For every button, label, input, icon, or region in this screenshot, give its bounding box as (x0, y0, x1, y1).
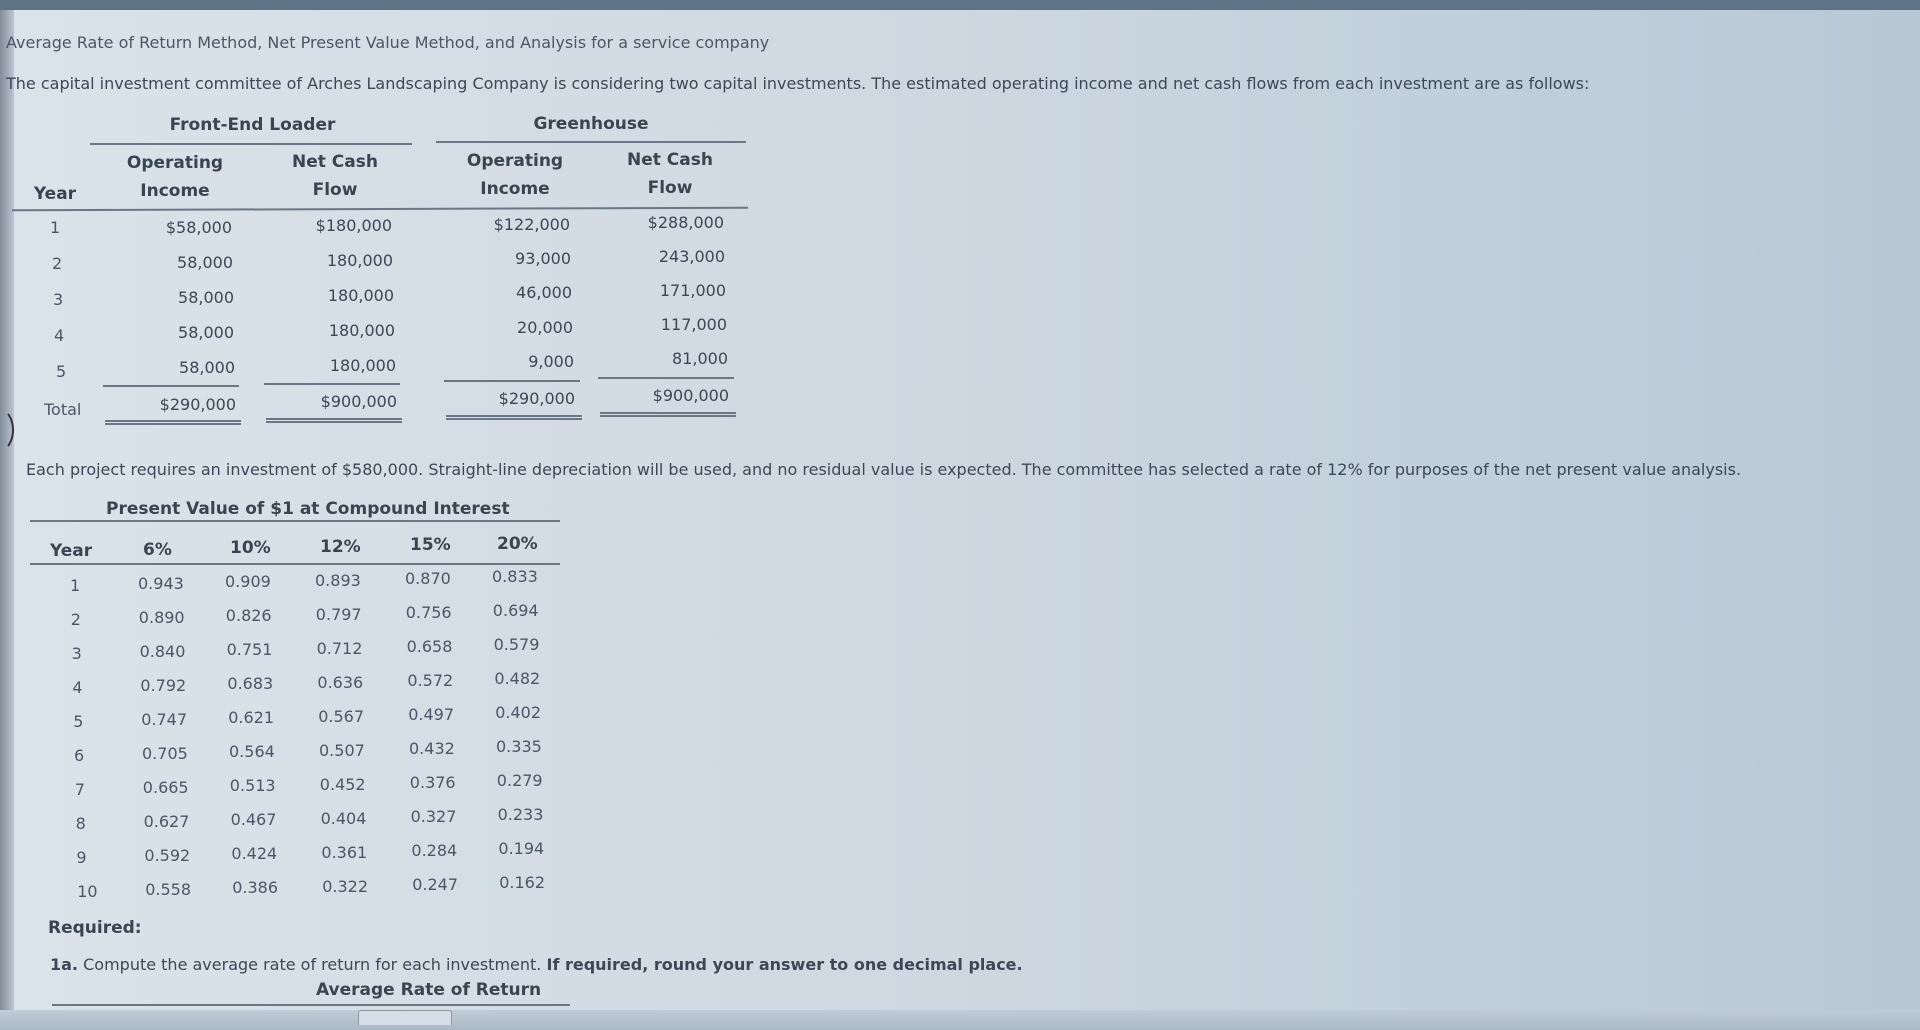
value-cell: 180,000 (329, 356, 396, 375)
header-rule (12, 207, 748, 212)
pv-factor-cell: 0.579 (493, 635, 540, 654)
pv-factor-cell: 0.909 (225, 572, 271, 592)
pv-factor-cell: 0.797 (315, 604, 362, 624)
total-double-rule (446, 415, 582, 420)
pv-year-cell: 1 (70, 576, 81, 595)
pv-year-cell: 3 (71, 644, 82, 663)
pv-header-rate: 12% (320, 536, 361, 557)
pv-title-rule (30, 520, 560, 522)
pv-factor-cell: 0.452 (319, 774, 366, 794)
pv-year-cell: 9 (76, 848, 87, 867)
pv-factor-cell: 0.826 (225, 606, 272, 626)
total-cell: $290,000 (159, 395, 236, 414)
pv-factor-cell: 0.943 (138, 574, 184, 594)
pv-factor-cell: 0.247 (412, 874, 458, 894)
pv-header-rate: 6% (143, 539, 172, 560)
pv-year-cell: 4 (72, 678, 83, 697)
pv-factor-cell: 0.567 (318, 706, 364, 726)
pv-factor-cell: 0.627 (143, 812, 190, 832)
pv-factor-cell: 0.507 (319, 740, 365, 760)
answer-header-rule (52, 1004, 570, 1006)
answer-table-header: Average Rate of Return (316, 980, 542, 1000)
pv-factor-cell: 0.402 (495, 703, 541, 722)
answer-input[interactable] (358, 1010, 452, 1025)
pv-factor-cell: 0.756 (405, 602, 452, 622)
value-cell: 180,000 (328, 321, 395, 340)
pv-factor-cell: 0.893 (315, 570, 361, 590)
value-cell: 171,000 (659, 281, 726, 300)
pv-year-cell: 6 (74, 746, 85, 765)
pv-year-cell: 8 (75, 814, 86, 833)
pv-factor-cell: 0.747 (141, 710, 187, 730)
value-cell: 9,000 (528, 352, 574, 371)
pv-factor-cell: 0.890 (138, 608, 185, 628)
total-double-rule (266, 418, 402, 423)
screen-bottom-edge (0, 1010, 1920, 1030)
value-cell: $180,000 (315, 216, 392, 235)
col-header-net-cash-flow: Net Cash Flow (627, 150, 713, 198)
year-cell: 1 (50, 218, 61, 237)
year-cell: 5 (56, 362, 67, 381)
pv-factor-cell: 0.621 (228, 708, 274, 728)
pv-factor-cell: 0.833 (492, 567, 538, 586)
total-cell: $900,000 (652, 386, 729, 405)
pv-factor-cell: 0.424 (231, 844, 278, 864)
sum-rule (264, 383, 400, 385)
required-heading: Required: (48, 918, 142, 938)
value-cell: $58,000 (165, 218, 232, 237)
col-header-operating-income: Operating Income (466, 151, 564, 199)
value-cell: 117,000 (660, 315, 727, 334)
value-cell: 58,000 (178, 288, 234, 307)
pv-factor-cell: 0.327 (410, 806, 457, 826)
pv-factor-cell: 0.564 (229, 742, 275, 762)
pv-factor-cell: 0.497 (408, 704, 454, 724)
group-underline (436, 141, 746, 143)
total-label: Total (44, 400, 82, 419)
pv-factor-cell: 0.658 (406, 636, 453, 656)
problem-intro: The capital investment committee of Arches Landscaping Company is considering two capital investments. The estimated operating income and net cash flows from each investment are as follows: (6, 74, 1590, 93)
year-cell: 2 (52, 254, 63, 273)
pv-factor-cell: 0.322 (322, 876, 368, 896)
pv-factor-cell: 0.558 (145, 880, 191, 900)
pv-table-title: Present Value of $1 at Compound Interest (106, 499, 510, 519)
pv-factor-cell: 0.162 (499, 873, 545, 892)
pv-factor-cell: 0.233 (497, 805, 544, 824)
top-bar (0, 0, 1920, 10)
col-header-operating-income: Operating Income (126, 153, 224, 201)
group-underline (90, 143, 412, 145)
sum-rule (103, 385, 239, 387)
group-header-loader: Front-End Loader (169, 115, 336, 135)
value-cell: 81,000 (672, 349, 728, 368)
pv-year-cell: 5 (73, 712, 84, 731)
pv-header-rate: 20% (497, 533, 538, 554)
pv-factor-cell: 0.432 (409, 738, 455, 758)
pv-factor-cell: 0.284 (411, 840, 458, 860)
problem-title: Average Rate of Return Method, Net Present Value Method, and Analysis for a service company (6, 33, 770, 52)
sum-rule (598, 377, 734, 379)
pv-factor-cell: 0.683 (227, 674, 274, 694)
pv-factor-cell: 0.335 (496, 737, 542, 756)
total-double-rule (600, 412, 736, 417)
screen-edge (0, 10, 14, 1030)
pv-factor-cell: 0.792 (140, 676, 187, 696)
pv-factor-cell: 0.694 (492, 601, 539, 620)
pv-factor-cell: 0.482 (494, 669, 541, 688)
pv-factor-cell: 0.361 (321, 842, 368, 862)
pv-year-cell: 2 (70, 610, 81, 629)
total-cell: $290,000 (498, 389, 575, 408)
value-cell: 180,000 (327, 286, 394, 305)
pv-factor-cell: 0.705 (142, 744, 188, 764)
pv-factor-cell: 0.870 (405, 568, 451, 588)
group-header-greenhouse: Greenhouse (533, 114, 649, 134)
value-cell: 243,000 (658, 247, 725, 266)
investment-note: Each project requires an investment of $580,000. Straight-line depreciation will be used, and no residual value is expected. The committee has selected a rate of 12% for purposes of the net present value analysis. (26, 460, 1742, 479)
pv-factor-cell: 0.404 (320, 808, 367, 828)
pv-year-cell: 10 (77, 882, 98, 901)
pv-factor-cell: 0.751 (226, 640, 273, 660)
pv-factor-cell: 0.279 (496, 771, 543, 790)
value-cell: 93,000 (515, 249, 571, 268)
pv-factor-cell: 0.712 (316, 638, 363, 658)
sum-rule (444, 380, 580, 382)
col-header-year: Year (33, 184, 77, 204)
total-cell: $900,000 (320, 392, 397, 411)
year-cell: 3 (53, 290, 64, 309)
pv-year-cell: 7 (74, 780, 85, 799)
question-1a: 1a. Compute the average rate of return for each investment. If required, round your answer to one decimal place. (50, 955, 1023, 974)
pv-factor-cell: 0.513 (229, 776, 276, 796)
pv-factor-cell: 0.665 (142, 778, 189, 798)
value-cell: $288,000 (647, 213, 724, 232)
pv-header-rate: 10% (230, 538, 271, 558)
pv-factor-cell: 0.636 (317, 672, 364, 692)
value-cell: 58,000 (177, 253, 233, 272)
pv-factor-cell: 0.592 (144, 846, 191, 866)
value-cell: 58,000 (179, 358, 235, 377)
pv-factor-cell: 0.376 (409, 772, 456, 792)
pv-factor-cell: 0.386 (232, 878, 278, 898)
pv-header-year: Year (50, 541, 93, 561)
pv-factor-cell: 0.840 (139, 642, 186, 662)
pv-factor-cell: 0.572 (407, 670, 454, 690)
value-cell: 58,000 (178, 323, 234, 342)
pv-factor-cell: 0.467 (230, 810, 277, 830)
total-double-rule (105, 420, 241, 425)
col-header-net-cash-flow: Net Cash Flow (292, 152, 378, 200)
pv-header-rule (30, 563, 560, 565)
pv-header-rate: 15% (410, 535, 451, 555)
value-cell: $122,000 (493, 215, 570, 234)
value-cell: 180,000 (326, 251, 393, 270)
pv-factor-cell: 0.194 (498, 839, 545, 858)
value-cell: 20,000 (517, 318, 573, 337)
value-cell: 46,000 (516, 283, 572, 302)
year-cell: 4 (54, 326, 65, 345)
